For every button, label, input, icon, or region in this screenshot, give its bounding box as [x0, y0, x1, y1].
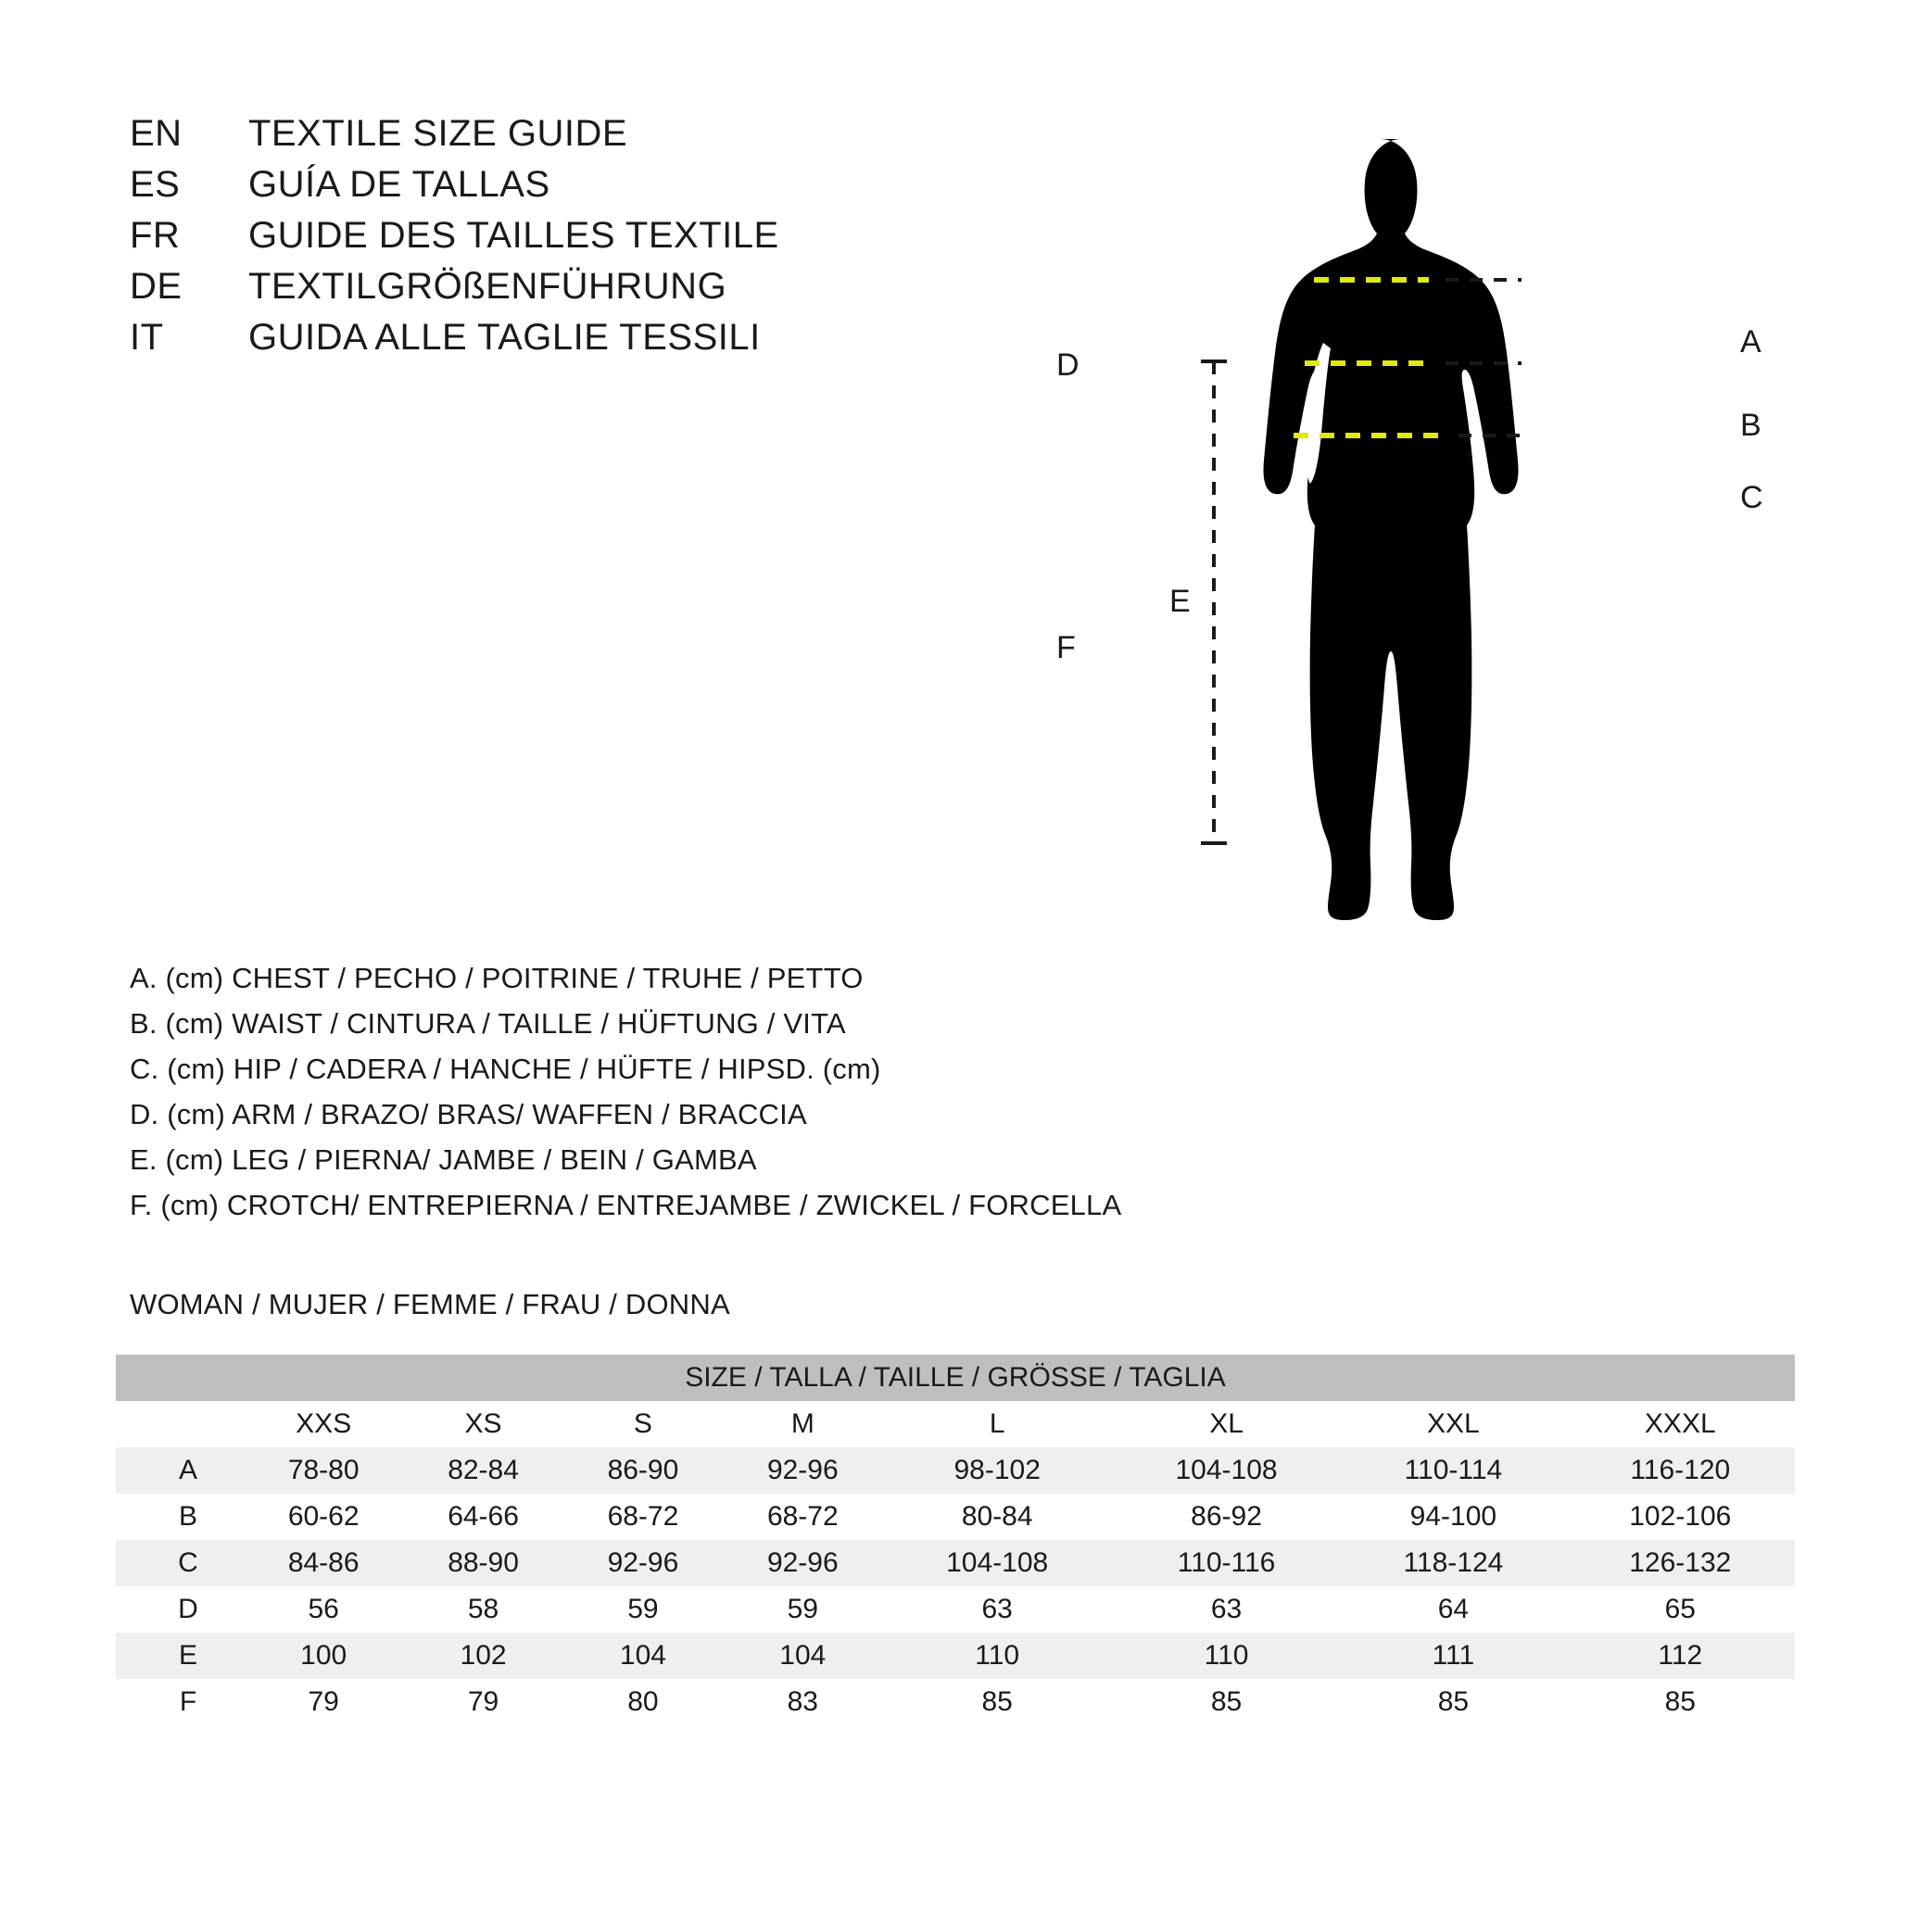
title-text-de: TEXTILGRÖßENFÜHRUNG	[248, 266, 727, 307]
size-header-l: L	[883, 1401, 1112, 1447]
table-band-label: SIZE / TALLA / TAILLE / GRÖSSE / TAGLIA	[116, 1355, 1795, 1401]
cell-f-l: 85	[883, 1679, 1112, 1725]
cell-b-xs: 64-66	[403, 1494, 562, 1540]
marker-a-label: A	[1740, 324, 1762, 360]
marker-d-label: D	[1056, 347, 1080, 383]
table-row	[116, 1494, 1795, 1540]
size-header-xl: XL	[1112, 1401, 1341, 1447]
cell-f-s: 80	[563, 1679, 723, 1725]
cell-e-xxxl: 112	[1566, 1633, 1795, 1679]
title-row	[130, 266, 779, 317]
cell-e-xxl: 111	[1341, 1633, 1565, 1679]
title-text-en: TEXTILE SIZE GUIDE	[248, 113, 628, 154]
title-text-es: GUÍA DE TALLAS	[248, 164, 550, 205]
legend-item-e: E. (cm) LEG / PIERNA/ JAMBE / BEIN / GAMBA	[130, 1143, 757, 1176]
cell-c-xs: 88-90	[403, 1540, 562, 1586]
figure-svg	[1140, 65, 1835, 1177]
measurement-figure	[1056, 65, 1835, 1177]
row-label-e: E	[116, 1633, 244, 1679]
cell-d-xs: 58	[403, 1586, 562, 1633]
size-table	[116, 1355, 1795, 1725]
table-row	[116, 1586, 1795, 1633]
cell-b-xl: 86-92	[1112, 1494, 1341, 1540]
row-label-b: B	[116, 1494, 244, 1540]
legend-item-c: C. (cm) HIP / CADERA / HANCHE / HÜFTE / HIPSD. (cm)	[130, 1053, 881, 1085]
title-text-it: GUIDA ALLE TAGLIE TESSILI	[248, 317, 761, 358]
cell-e-l: 110	[883, 1633, 1112, 1679]
title-lang-en: EN	[130, 113, 183, 154]
legend-block	[130, 962, 1121, 1234]
table-row	[116, 1540, 1795, 1586]
title-row	[130, 215, 779, 266]
size-header-xxs: XXS	[244, 1401, 403, 1447]
size-table-wrap	[116, 1355, 1795, 1725]
cell-c-s: 92-96	[563, 1540, 723, 1586]
table-band-row	[116, 1355, 1795, 1401]
cell-b-l: 80-84	[883, 1494, 1112, 1540]
row-label-f: F	[116, 1679, 244, 1725]
cell-e-xl: 110	[1112, 1633, 1341, 1679]
cell-d-l: 63	[883, 1586, 1112, 1633]
title-text-fr: GUIDE DES TAILLES TEXTILE	[248, 215, 779, 256]
legend-item-a: A. (cm) CHEST / PECHO / POITRINE / TRUHE / PETTO	[130, 962, 864, 994]
cell-d-xl: 63	[1112, 1586, 1341, 1633]
title-row	[130, 113, 779, 164]
size-header-xxl: XXL	[1341, 1401, 1565, 1447]
cell-f-xs: 79	[403, 1679, 562, 1725]
row-label-c: C	[116, 1540, 244, 1586]
cell-e-s: 104	[563, 1633, 723, 1679]
cell-a-xxl: 110-114	[1341, 1447, 1565, 1494]
cell-c-xxxl: 126-132	[1566, 1540, 1795, 1586]
legend-item-f: F. (cm) CROTCH/ ENTREPIERNA / ENTREJAMBE / ZWICKEL / FORCELLA	[130, 1189, 1122, 1221]
size-header-m: M	[723, 1401, 882, 1447]
cell-c-xxs: 84-86	[244, 1540, 403, 1586]
cell-f-m: 83	[723, 1679, 882, 1725]
audience-label: WOMAN / MUJER / FEMME / FRAU / DONNA	[130, 1288, 730, 1320]
title-lang-it: IT	[130, 317, 164, 358]
table-row	[116, 1633, 1795, 1679]
cell-b-xxl: 94-100	[1341, 1494, 1565, 1540]
cell-c-l: 104-108	[883, 1540, 1112, 1586]
cell-a-xl: 104-108	[1112, 1447, 1341, 1494]
title-lang-de: DE	[130, 266, 183, 307]
marker-f-label: F	[1056, 630, 1076, 665]
table-sizes-row	[116, 1401, 1795, 1447]
cell-a-xxxl: 116-120	[1566, 1447, 1795, 1494]
size-header-xxxl: XXXL	[1566, 1401, 1795, 1447]
table-row	[116, 1679, 1795, 1725]
legend-item-d: D. (cm) ARM / BRAZO/ BRAS/ WAFFEN / BRACCIA	[130, 1098, 807, 1130]
cell-b-m: 68-72	[723, 1494, 882, 1540]
size-header-xs: XS	[403, 1401, 562, 1447]
cell-e-xxs: 100	[244, 1633, 403, 1679]
cell-d-xxxl: 65	[1566, 1586, 1795, 1633]
row-label-d: D	[116, 1586, 244, 1633]
marker-c-label: C	[1740, 480, 1763, 515]
cell-f-xxs: 79	[244, 1679, 403, 1725]
table-row	[116, 1447, 1795, 1494]
cell-b-xxxl: 102-106	[1566, 1494, 1795, 1540]
cell-f-xl: 85	[1112, 1679, 1341, 1725]
cell-b-s: 68-72	[563, 1494, 723, 1540]
cell-a-s: 86-90	[563, 1447, 723, 1494]
cell-e-xs: 102	[403, 1633, 562, 1679]
cell-a-l: 98-102	[883, 1447, 1112, 1494]
cell-d-m: 59	[723, 1586, 882, 1633]
marker-e-label: E	[1169, 584, 1191, 619]
cell-c-xl: 110-116	[1112, 1540, 1341, 1586]
cell-b-xxs: 60-62	[244, 1494, 403, 1540]
cell-f-xxxl: 85	[1566, 1679, 1795, 1725]
cell-c-m: 92-96	[723, 1540, 882, 1586]
title-block	[130, 113, 779, 368]
cell-a-m: 92-96	[723, 1447, 882, 1494]
cell-c-xxl: 118-124	[1341, 1540, 1565, 1586]
title-lang-fr: FR	[130, 215, 181, 256]
cell-d-xxl: 64	[1341, 1586, 1565, 1633]
sizes-row-corner	[116, 1401, 244, 1447]
title-lang-es: ES	[130, 164, 181, 205]
cell-d-xxs: 56	[244, 1586, 403, 1633]
female-silhouette-icon	[1264, 139, 1519, 920]
cell-e-m: 104	[723, 1633, 882, 1679]
row-label-a: A	[116, 1447, 244, 1494]
cell-a-xxs: 78-80	[244, 1447, 403, 1494]
cell-d-s: 59	[563, 1586, 723, 1633]
legend-item-b: B. (cm) WAIST / CINTURA / TAILLE / HÜFTUNG / VITA	[130, 1007, 846, 1040]
cell-a-xs: 82-84	[403, 1447, 562, 1494]
size-header-s: S	[563, 1401, 723, 1447]
title-row	[130, 317, 779, 368]
title-row	[130, 164, 779, 215]
marker-b-label: B	[1740, 408, 1762, 443]
cell-f-xxl: 85	[1341, 1679, 1565, 1725]
